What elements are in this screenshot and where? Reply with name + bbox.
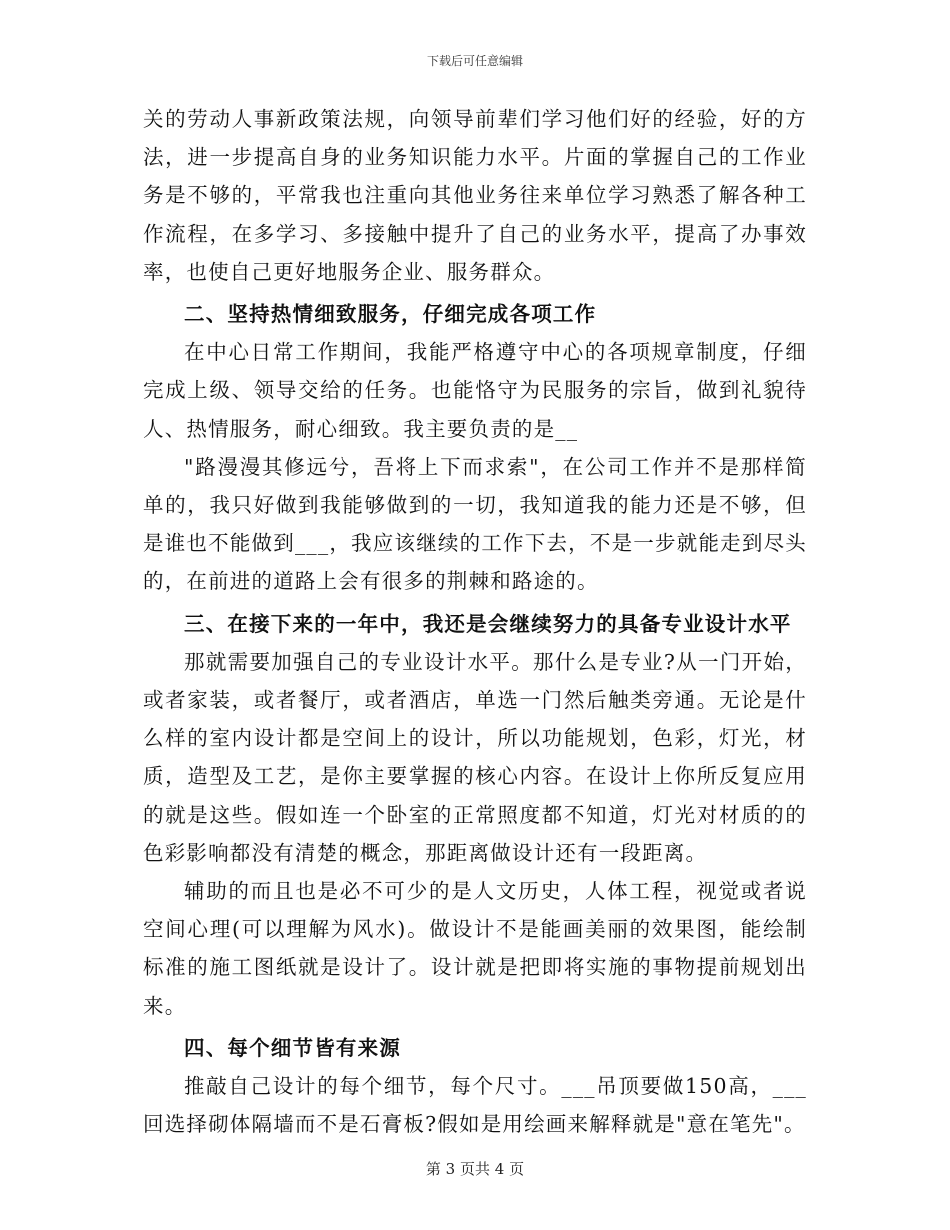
- paragraph-duties: 在中心日常工作期间，我能严格遵守中心的各项规章制度，仔细完成上级、领导交给的任务。也能恪守为民服务的宗旨，做到礼貌待人、热情服务，耐心细致。我主要负责的是__: [143, 340, 807, 441]
- page-footer: 第 3 页共 4 页: [425, 1160, 525, 1178]
- document-body: [143, 100, 807, 1143]
- paragraph-details: 推敲自己设计的每个细节，每个尺寸。___吊顶要做150高，___回选择砌体隔墙而不是石膏板?假如是用绘画来解释就是"意在笔先"。: [143, 1074, 807, 1137]
- paragraph-quote: "路漫漫其修远兮，吾将上下而求索"，在公司工作并不是那样简单的，我只好做到我能够做到的一切，我知道我的能力还是不够，但是谁也不能做到___，我应该继续的工作下去，不是一步就能走到尽头的，在前进的道路上会有很多的荆棘和路途的。: [143, 454, 807, 594]
- section-heading-2: 二、坚持热情细致服务，仔细完成各项工作: [184, 302, 597, 327]
- page-header: 下载后可任意编辑: [426, 54, 523, 68]
- section-heading-3: 三、在接下来的一年中，我还是会继续努力的具备专业设计水平: [184, 611, 792, 636]
- section-heading-4: 四、每个细节皆有来源: [184, 1035, 401, 1060]
- paragraph-auxiliary-knowledge: 辅助的而且也是必不可少的是人文历史，人体工程，视觉或者说空间心理(可以理解为风水)。做设计不是能画美丽的效果图，能绘制标准的施工图纸就是设计了。设计就是把即将实施的事物提前规划出来。: [143, 879, 807, 1018]
- paragraph-professional-design: 那就需要加强自己的专业设计水平。那什么是专业?从一门开始，或者家装，或者餐厅，或者酒店，单选一门然后触类旁通。无论是什么样的室内设计都是空间上的设计，所以功能规划，色彩，灯光，材质，造型及工艺，是你主要掌握的核心内容。在设计上你所反复应用的就是这些。假如连一个卧室的正常照度都不知道，灯光对材质的的色彩影响都没有清楚的概念，那距离做设计还有一段距离。: [143, 649, 807, 865]
- paragraph-continuation: 关的劳动人事新政策法规，向领导前辈们学习他们好的经验，好的方法，进一步提高自身的业务知识能力水平。片面的掌握自己的工作业务是不够的，平常我也注重向其他业务往来单位学习熟悉了解各种工作流程，在多学习、多接触中提升了自己的业务水平，提高了办事效率，也使自己更好地服务企业、服务群众。: [143, 107, 807, 284]
